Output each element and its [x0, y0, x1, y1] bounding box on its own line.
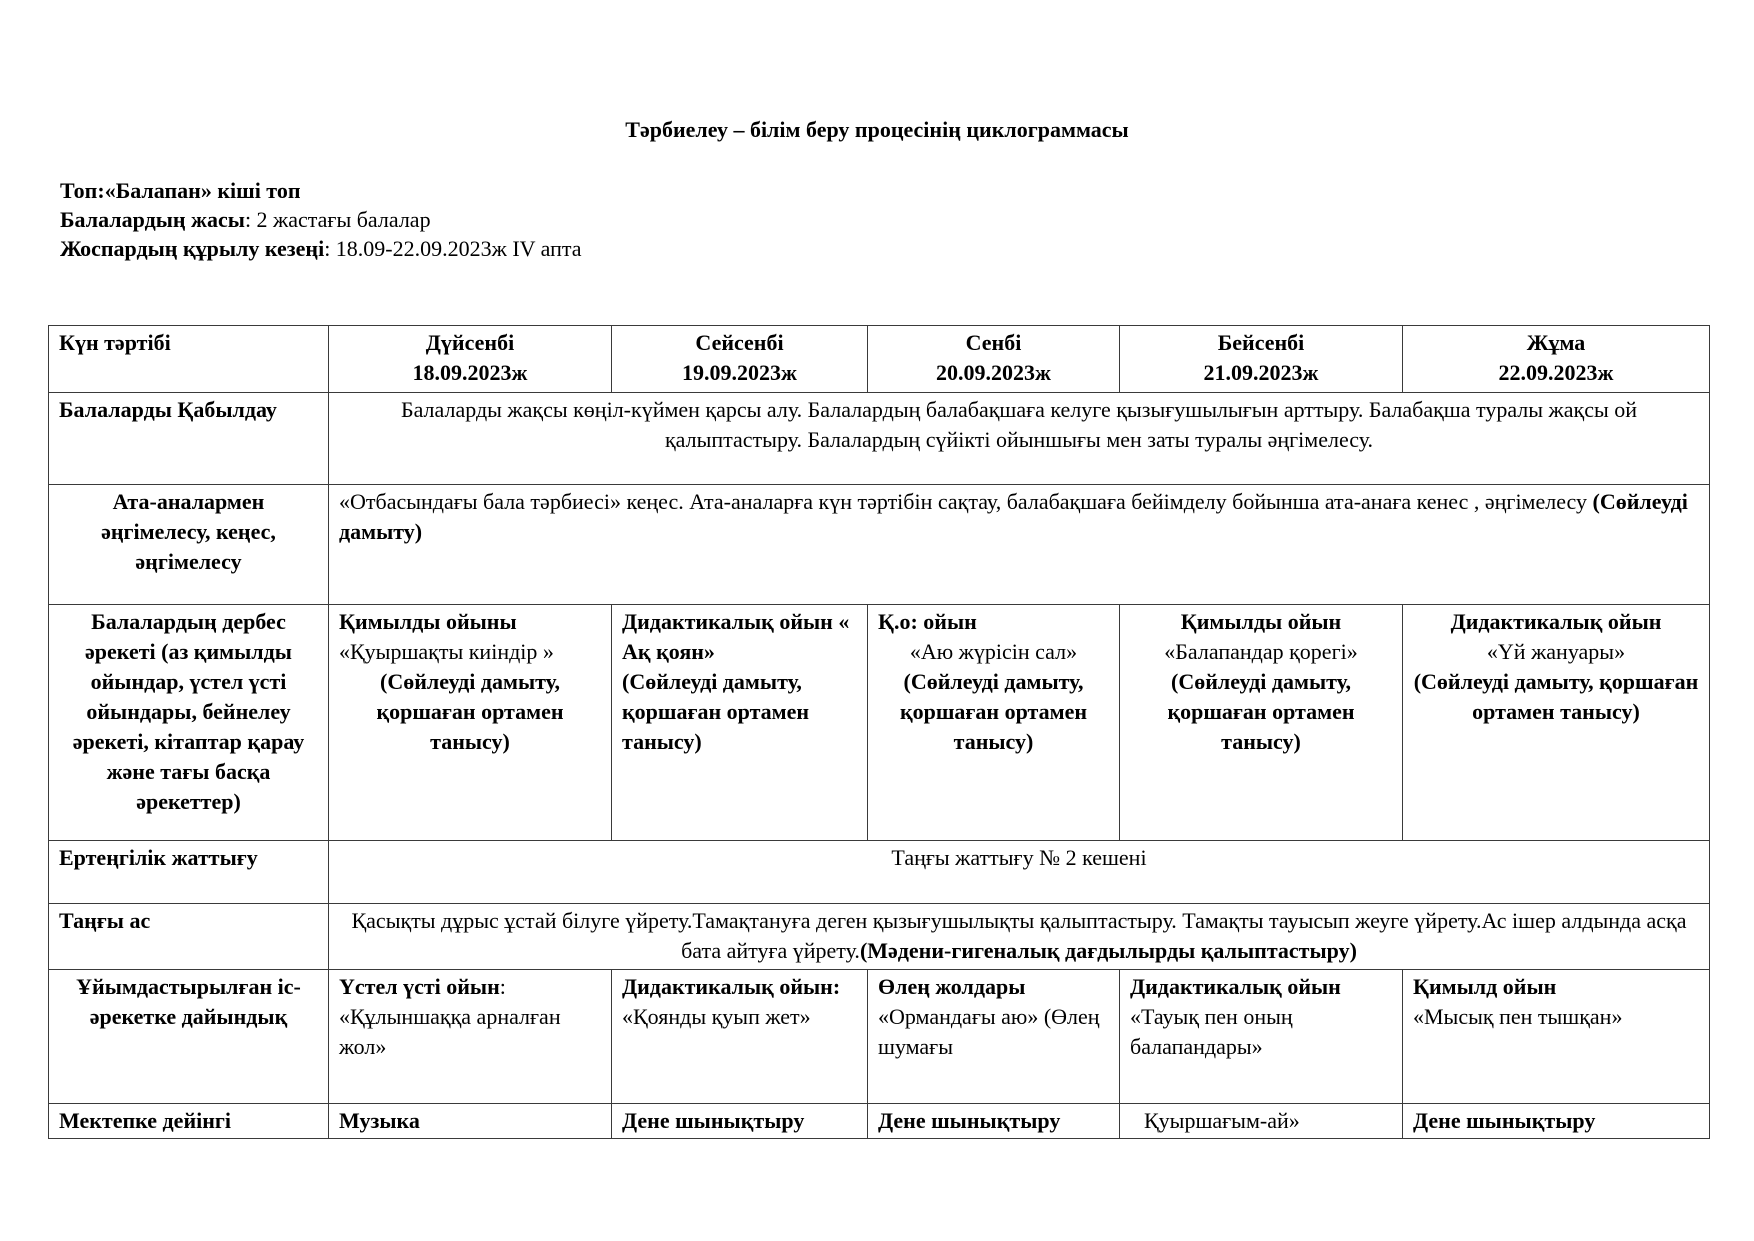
header-thursday: Бейсенбі 21.09.2023ж [1120, 326, 1403, 393]
age-line: Балалардың жасы: 2 жастағы балалар [60, 207, 431, 232]
independent-cell-friday: Дидактикалық ойын «Үй жануары» (Сөйлеуді дамыту, қоршаған ортамен танысу) [1403, 605, 1710, 841]
reception-label: Балаларды Қабылдау [49, 393, 329, 485]
header-daily-routine: Күн тәртібі [49, 326, 329, 393]
parents-row [49, 485, 1710, 605]
independent-activity-label: Балалардың дербес әрекеті (аз қимылды ойындар, үстел үсті ойындары, бейнелеу әрекеті, кітаптар қарау және тағы басқа әрекеттер) [49, 605, 329, 841]
independent-activity-row [49, 605, 1710, 841]
breakfast-text: Қасықты дұрыс ұстай білуге үйрету.Тамақтануға деген қызығушылықты қалыптастыру. Тамақты тауысып жеуге үйрету.Ас ішер алдында асқа бата айтуға үйрету.(Мәдени-гигеналық дағдылырды қалыптастыру) [329, 904, 1710, 970]
header-monday: Дүйсенбі 18.09.2023ж [329, 326, 612, 393]
period-line: Жоспардың құрылу кезеңі: 18.09-22.09.2023ж IV апта [60, 236, 582, 261]
independent-cell-thursday: Қимылды ойын «Балапандар қорегі» (Сөйлеуді дамыту, қоршаған ортамен танысу) [1120, 605, 1403, 841]
preschool-cell-monday: Музыка [329, 1104, 612, 1139]
preschool-cell-wednesday: Дене шынықтыру [868, 1104, 1120, 1139]
reception-text: Балаларды жақсы көңіл-күймен қарсы алу. Балалардың балабақшаға келуге қызығушылығын арттыру. Балабақша туралы жақсы ой қалыптастыру. Балалардың сүйікті ойыншығы мен заты туралы әңгімелесу. [329, 393, 1710, 485]
breakfast-row [49, 904, 1710, 970]
parents-label: Ата-аналармен әңгімелесу, кеңес, әңгімелесу [49, 485, 329, 605]
morning-exercise-row [49, 841, 1710, 904]
header-wednesday: Сенбі 20.09.2023ж [868, 326, 1120, 393]
preschool-label: Мектепке дейінгі [49, 1104, 329, 1139]
independent-cell-monday: Қимылды ойыны «Қуыршақты киіндір » (Сөйлеуді дамыту, қоршаған ортамен танысу) [329, 605, 612, 841]
preschool-row [49, 1104, 1710, 1139]
breakfast-label: Таңғы ас [49, 904, 329, 970]
preschool-cell-tuesday: Дене шынықтыру [612, 1104, 868, 1139]
preparation-cell-wednesday: Өлең жолдары «Ормандағы аю» (Өлең шумағы [868, 970, 1120, 1104]
page-title: Тәрбиелеу – білім беру процесінің циклограммасы [625, 117, 1129, 142]
group-line: Топ:«Балапан» кіші топ [60, 178, 301, 203]
preparation-cell-thursday: Дидактикалық ойын «Тауық пен оның балапандары» [1120, 970, 1403, 1104]
header-tuesday: Сейсенбі 19.09.2023ж [612, 326, 868, 393]
preparation-row [49, 970, 1710, 1104]
plan-meta [60, 176, 582, 263]
preparation-cell-friday: Қимылд ойын «Мысық пен тышқан» [1403, 970, 1710, 1104]
header-friday: Жұма 22.09.2023ж [1403, 326, 1710, 393]
preparation-cell-monday: Үстел үсті ойын: «Құлыншаққа арналған жол» [329, 970, 612, 1104]
schedule-table [48, 325, 1710, 1139]
morning-exercise-label: Ертеңгілік жаттығу [49, 841, 329, 904]
preschool-cell-thursday: Қуыршағым-ай» [1120, 1104, 1403, 1139]
independent-cell-tuesday: Дидактикалық ойын « Ақ қоян» (Сөйлеуді дамыту, қоршаған ортамен танысу) [612, 605, 868, 841]
reception-row [49, 393, 1710, 485]
preparation-cell-tuesday: Дидактикалық ойын: «Қоянды қуып жет» [612, 970, 868, 1104]
morning-exercise-text: Таңғы жаттығу № 2 кешені [329, 841, 1710, 904]
preschool-cell-friday: Дене шынықтыру [1403, 1104, 1710, 1139]
parents-text: «Отбасындағы бала тәрбиесі» кеңес. Ата-аналарға күн тәртібін сақтау, балабақшаға бейімделу бойынша ата-анаға кенес , әңгімелесу (Сөйлеуді дамыту) [329, 485, 1710, 605]
header-row [49, 326, 1710, 393]
preparation-label: Ұйымдастырылған іс-әрекетке дайындық [49, 970, 329, 1104]
independent-cell-wednesday: Қ.о: ойын «Аю жүрісін сал» (Сөйлеуді дамыту, қоршаған ортамен танысу) [868, 605, 1120, 841]
